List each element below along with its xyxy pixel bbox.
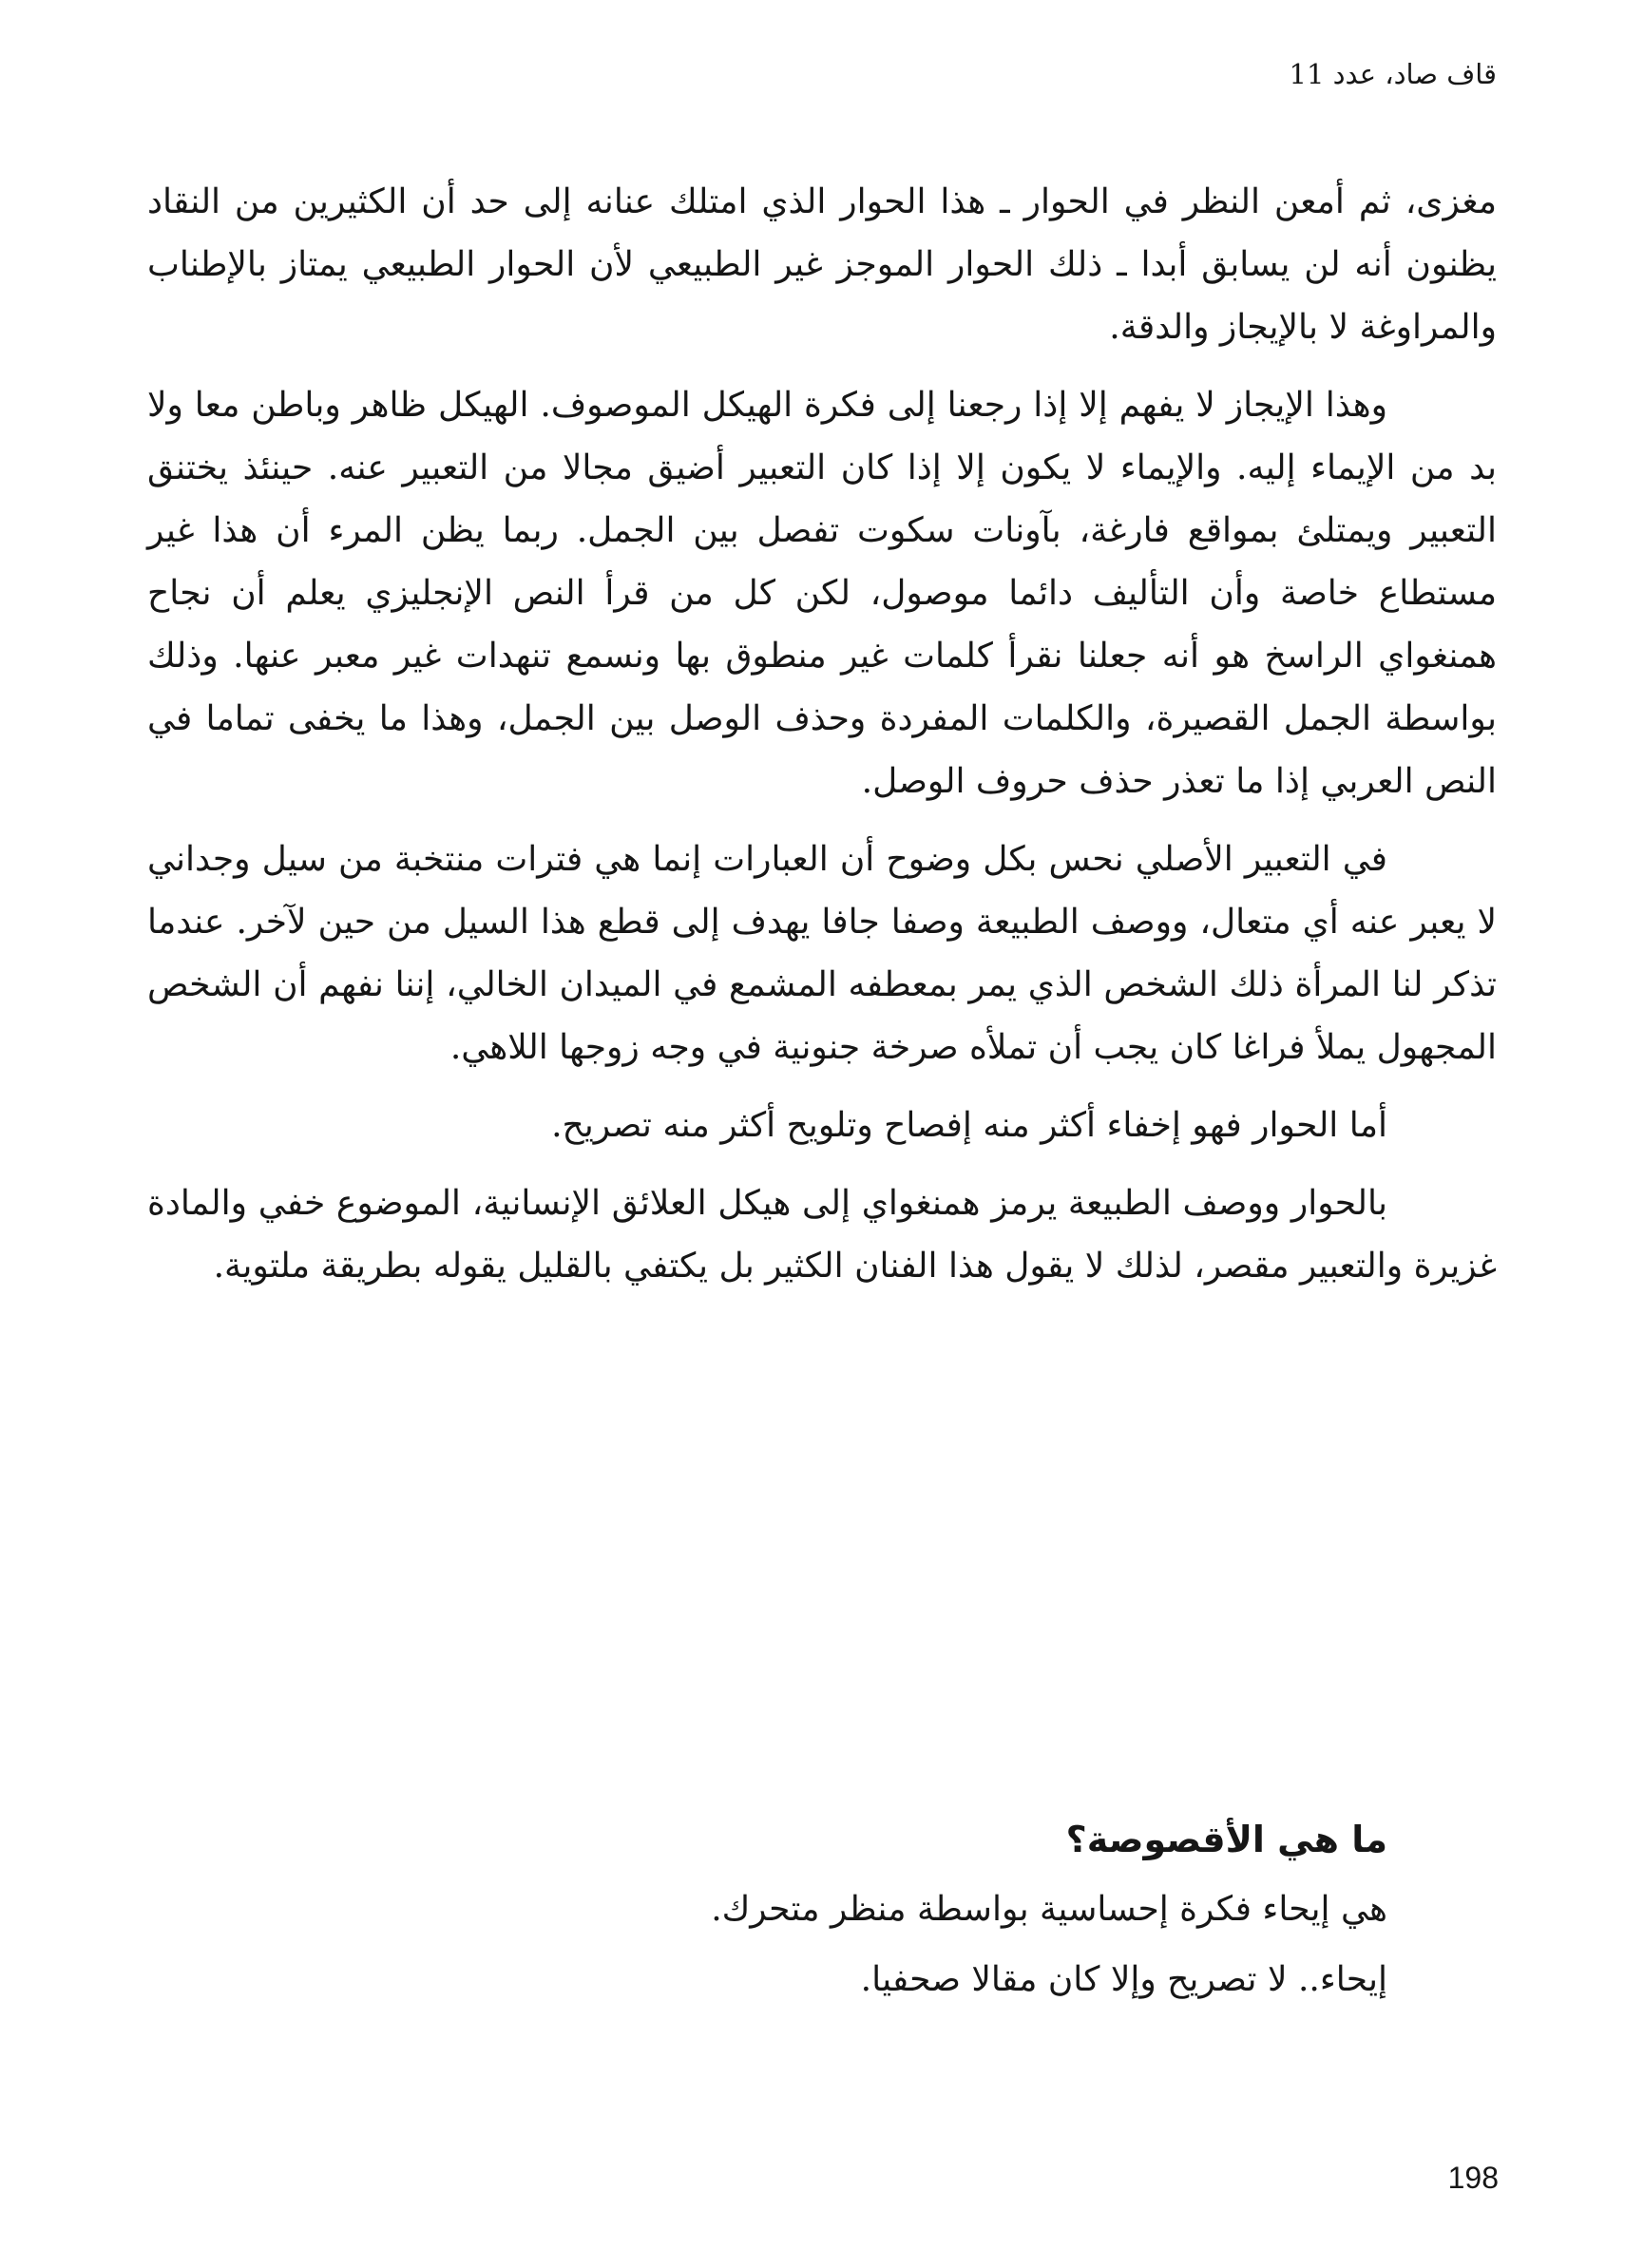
section-line-1: هي إيحاء فكرة إحساسية بواسطة منظر متحرك. (711, 1890, 1387, 1929)
section-block (147, 1808, 1387, 2019)
paragraph-1: مغزى، ثم أمعن النظر في الحوار ـ هذا الحوار الذي امتلك عنانه إلى حد أن الكثيرين من النقاد يظنون أنه لن يسابق أبدا ـ ذلك الحوار الموجز غير الطبيعي لأن الحوار الطبيعي يمتاز بالإطناب والمراوغة لا بالإيجاز والدقة. (147, 182, 1498, 347)
running-header: قاف صاد، عدد 11 (1289, 58, 1497, 90)
section-heading: ما هي الأقصوصة؟ (1065, 1819, 1387, 1860)
section-line-2: إيحاء.. لا تصريح وإلا كان مقالا صحفيا. (860, 1960, 1387, 1999)
paragraph-2: وهذا الإيجاز لا يفهم إلا إذا رجعنا إلى فكرة الهيكل الموصوف. الهيكل ظاهر وباطن معا ولا بد من الإيماء إليه. والإيماء لا يكون إلا إذا كان التعبير أضيق مجالا من التعبير عنه. حينئذ يختنق التعبير ويمتلئ بمواقع فارغة، بآونات سكوت تفصل بين الجمل. ربما يظن المرء أن هذا غير مستطاع خاصة وأن التأليف دائما موصول، لكن كل من قرأ النص الإنجليزي يعلم أن نجاح همنغواي الراسخ هو أنه جعلنا نقرأ كلمات غير منطوق بها ونسمع تنهدات غير معبر عنها. وذلك بواسطة الجمل القصيرة، والكلمات المفردة وحذف الوصل بين الجمل، وهذا ما يخفى تماما في النص العربي إذا ما تعذر حذف حروف الوصل. (147, 386, 1497, 801)
paragraph-5: بالحوار ووصف الطبيعة يرمز همنغواي إلى هيكل العلائق الإنسانية، الموضوع خفي والمادة غزيرة والتعبير مقصر، لذلك لا يقول هذا الفنان الكثير بل يكتفي بالقليل يقوله بطريقة ملتوية. (147, 1184, 1497, 1286)
body-text (147, 171, 1497, 1313)
paragraph-3: في التعبير الأصلي نحس بكل وضوح أن العبارات إنما هي فترات منتخبة من سيل وجداني لا يعبر عنه أي متعال، ووصف الطبيعة وصفا جافا يهدف إلى قطع هذا السيل من حين لآخر. عندما تذكر لنا المرأة ذلك الشخص الذي يمر بمعطفه المشمع في الميدان الخالي، إننا نفهم أن الشخص المجهول يملأ فراغا كان يجب أن تملأه صرخة جنونية في وجه زوجها اللاهي. (147, 840, 1497, 1067)
page-number: 198 (1447, 2161, 1499, 2195)
paragraph-4: أما الحوار فهو إخفاء أكثر منه إفصاح وتلويح أكثر منه تصريح. (551, 1106, 1387, 1145)
